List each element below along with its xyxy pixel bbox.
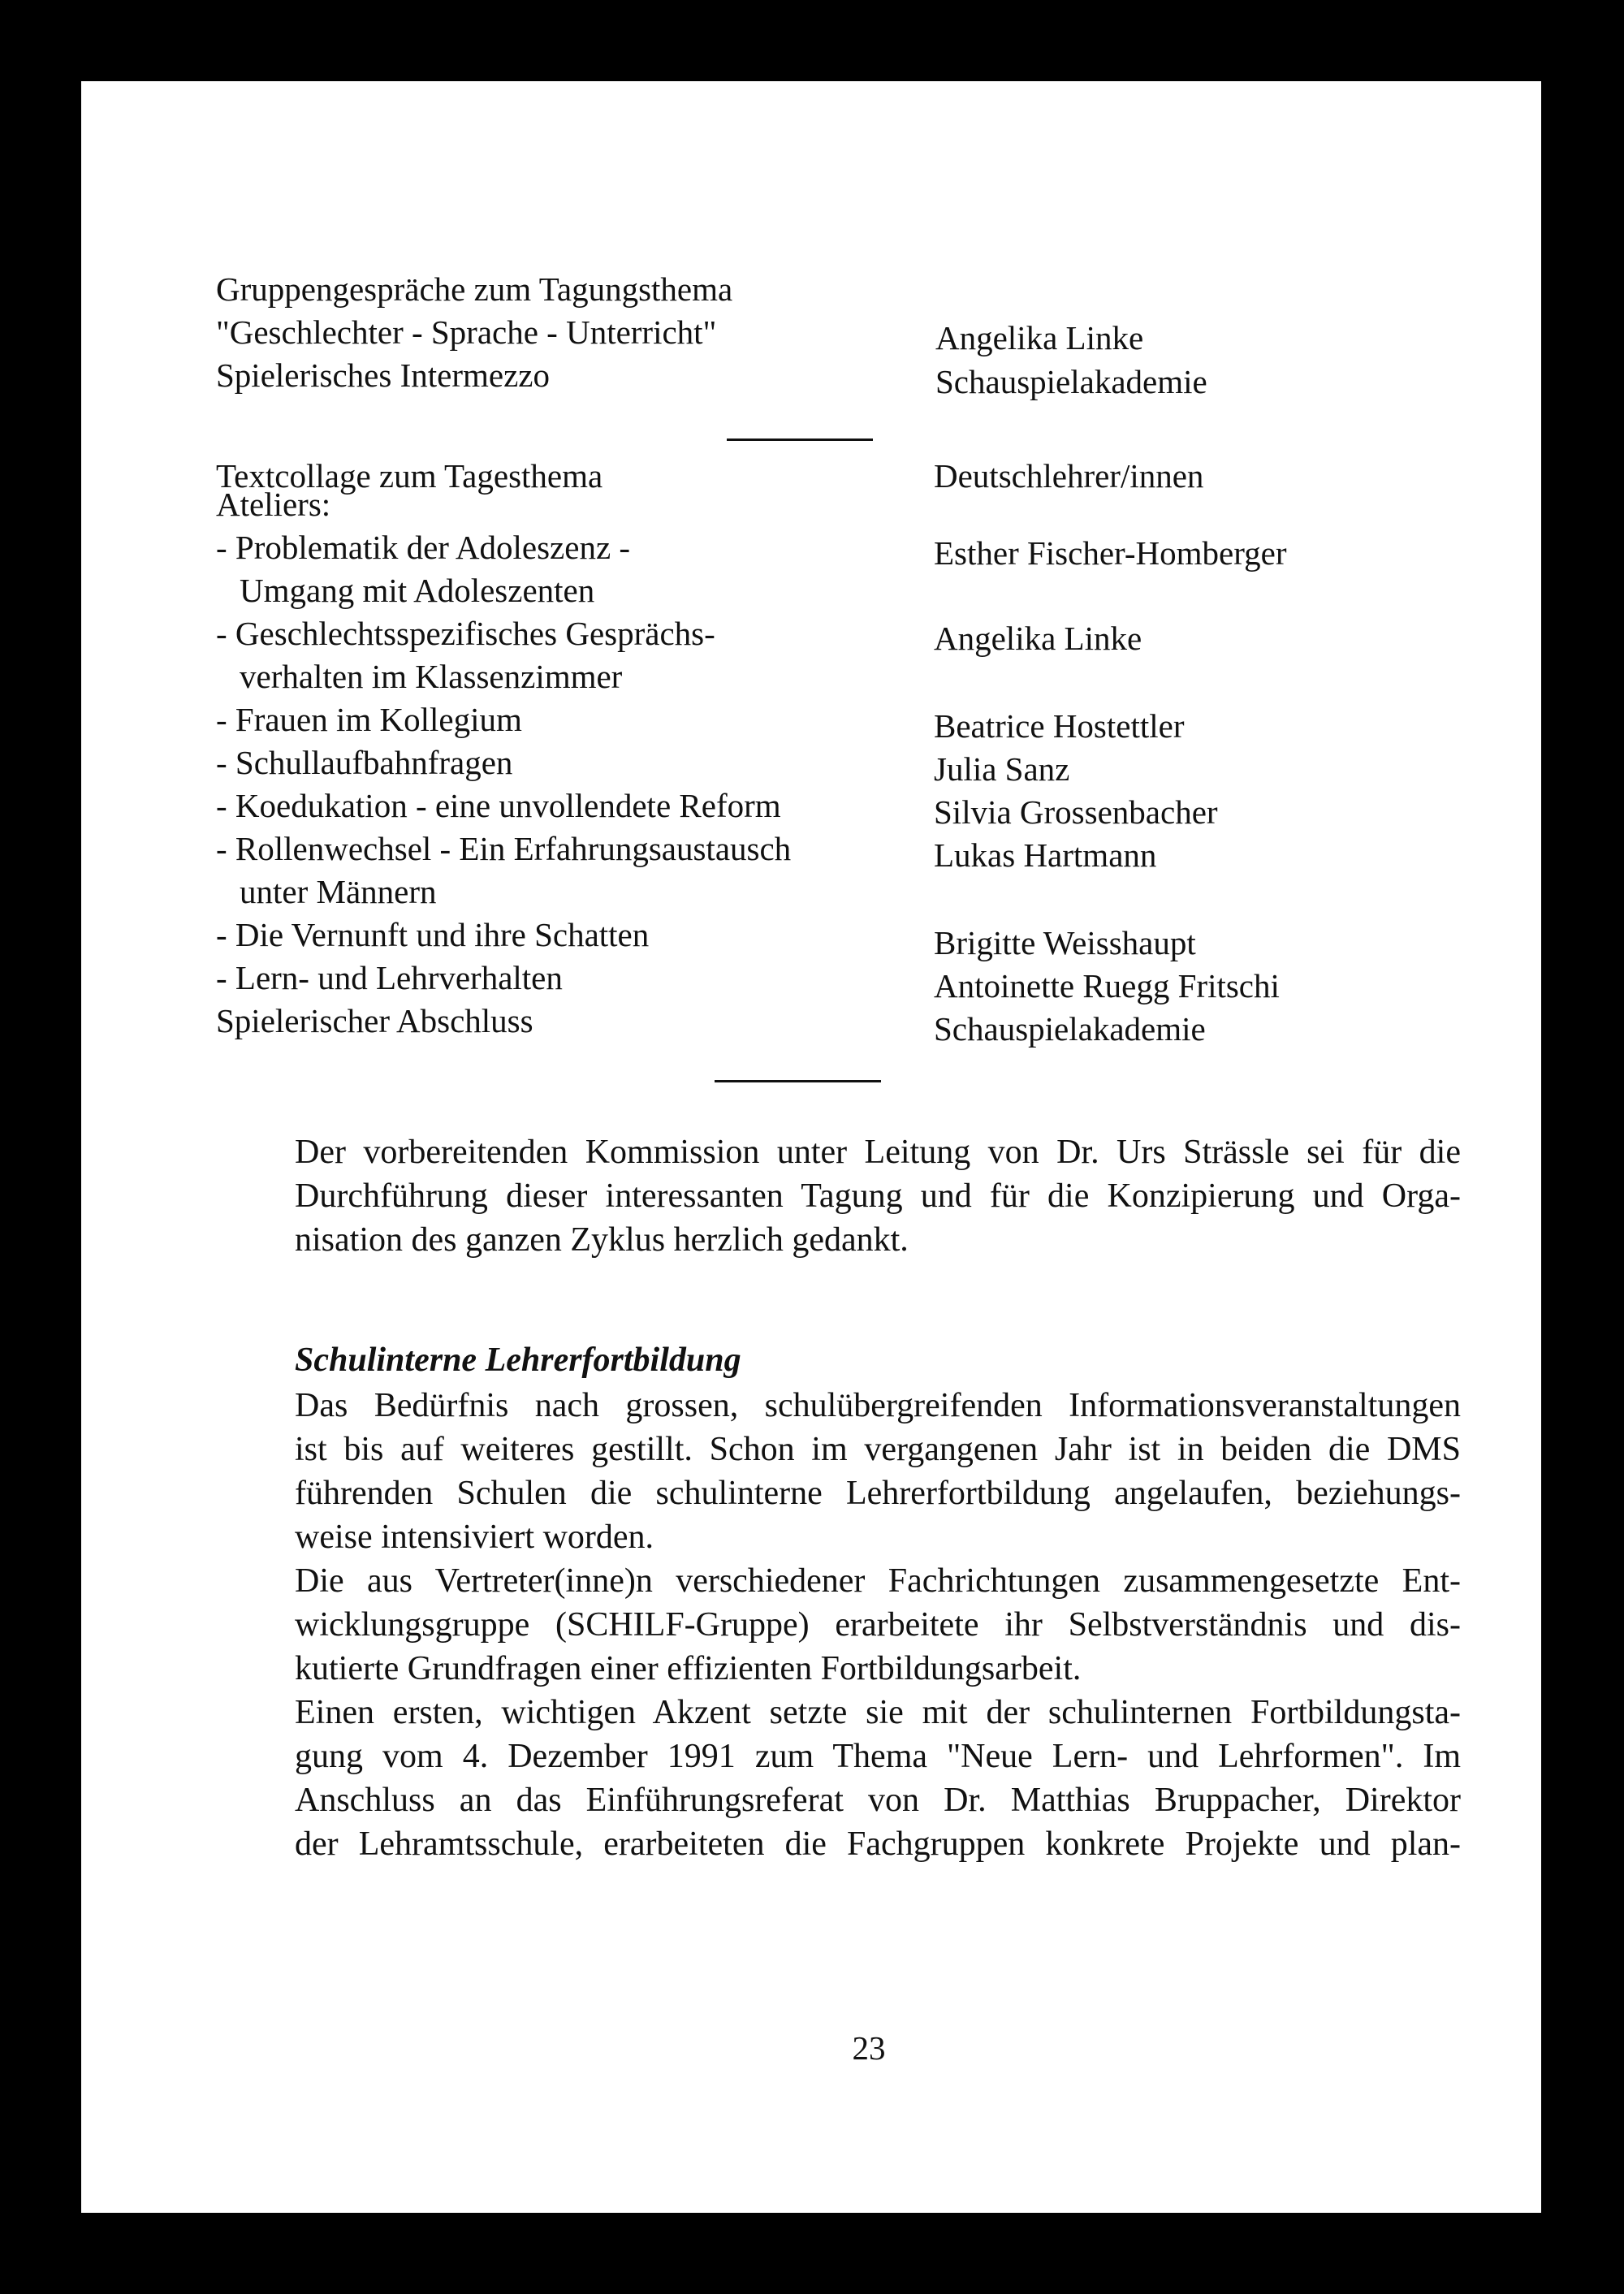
program2-left-line: - Schullaufbahnfragen xyxy=(216,744,513,781)
program2-right-line: Antoinette Ruegg Fritschi xyxy=(934,967,1280,1004)
paragraph-line: gung vom 4. Dezember 1991 zum Thema "Neue Lern- und Lehrformen". Im xyxy=(295,1738,1461,1775)
section-heading: Schulinterne Lehrerfortbildung xyxy=(295,1341,741,1379)
paragraph-line: Die aus Vertreter(inne)n verschiedener Fachrichtungen zusammengesetzte Ent- xyxy=(295,1562,1461,1600)
paragraph-line: kutierte Grundfragen einer effizienten Fortbildungsarbeit. xyxy=(295,1650,1082,1687)
program2-left-line: Umgang mit Adoleszenten xyxy=(240,572,595,609)
paragraph-line: ist bis auf weiteres gestillt. Schon im vergangenen Jahr ist in beiden die DMS xyxy=(295,1431,1461,1468)
program2-right-line: Deutschlehrer/innen xyxy=(934,457,1204,495)
paragraph-line: weise intensiviert worden. xyxy=(295,1519,654,1556)
program2-left-line: - Problematik der Adoleszenz - xyxy=(216,529,631,566)
paragraph-line: Der vorbereitenden Kommission unter Leitung von Dr. Urs Strässle sei für die xyxy=(295,1134,1461,1171)
paragraph-line: Anschluss an das Einführungsreferat von Dr. Matthias Bruppacher, Direktor xyxy=(295,1782,1461,1819)
program2-left-line: Ateliers: xyxy=(216,486,331,523)
paragraph-line: nisation des ganzen Zyklus herzlich gedankt. xyxy=(295,1221,909,1259)
program2-right-line: Angelika Linke xyxy=(934,620,1142,657)
program2-right-line: Lukas Hartmann xyxy=(934,836,1157,874)
section-divider xyxy=(715,1080,881,1082)
document-page xyxy=(81,81,1541,2213)
thanks-paragraph xyxy=(295,1130,1461,1262)
section-divider xyxy=(727,438,873,441)
program2-left-line: - Geschlechtsspezifisches Gesprächs- xyxy=(216,615,715,652)
program2-right-line: Schauspielakademie xyxy=(934,1010,1206,1048)
program1-left-line: Spielerisches Intermezzo xyxy=(216,356,550,394)
program2-left-line: - Frauen im Kollegium xyxy=(216,701,522,738)
paragraph-line: Das Bedürfnis nach grossen, schulübergreifenden Informationsveranstaltungen xyxy=(295,1387,1461,1424)
program2-left-line: - Rollenwechsel - Ein Erfahrungsaustausch xyxy=(216,830,792,867)
program2-right-line: Silvia Grossenbacher xyxy=(934,793,1218,831)
program2-right-line: Julia Sanz xyxy=(934,750,1070,788)
program2-left-line: Textcollage zum Tagesthema xyxy=(216,457,603,495)
program1-right-line: Angelika Linke xyxy=(935,319,1144,356)
program2-left-line: verhalten im Klassenzimmer xyxy=(240,658,623,695)
program2-right-line: Esther Fischer-Homberger xyxy=(934,534,1287,572)
program1-left-line: "Geschlechter - Sprache - Unterricht" xyxy=(216,313,717,351)
program1-right-line: Schauspielakademie xyxy=(935,363,1207,400)
paragraph-line: Durchführung dieser interessanten Tagung und für die Konzipierung und Orga- xyxy=(295,1177,1461,1215)
program2-left-line: - Koedukation - eine unvollendete Reform xyxy=(216,787,781,824)
paragraph-line: wicklungsgruppe (SCHILF-Gruppe) erarbeitete ihr Selbstverständnis und dis- xyxy=(295,1606,1461,1644)
paragraph-line: Einen ersten, wichtigen Akzent setzte sie mit der schulinternen Fortbildungsta- xyxy=(295,1694,1461,1731)
program2-left-line: Spielerischer Abschluss xyxy=(216,1002,533,1039)
program2-left-line: - Die Vernunft und ihre Schatten xyxy=(216,916,650,953)
program2-right-line: Beatrice Hostettler xyxy=(934,707,1185,745)
program2-left-line: unter Männern xyxy=(240,873,437,910)
section-body xyxy=(295,1384,1461,1866)
paragraph-line: führenden Schulen die schulinterne Lehrerfortbildung angelaufen, beziehungs- xyxy=(295,1475,1461,1512)
program2-left-line: - Lern- und Lehrverhalten xyxy=(216,959,563,996)
paragraph-line: der Lehramtsschule, erarbeiteten die Fachgruppen konkrete Projekte und plan- xyxy=(295,1825,1461,1863)
page-number: 23 xyxy=(852,2029,886,2067)
program2-right-line: Brigitte Weisshaupt xyxy=(934,924,1196,961)
program1-left-line: Gruppengespräche zum Tagungsthema xyxy=(216,270,733,308)
